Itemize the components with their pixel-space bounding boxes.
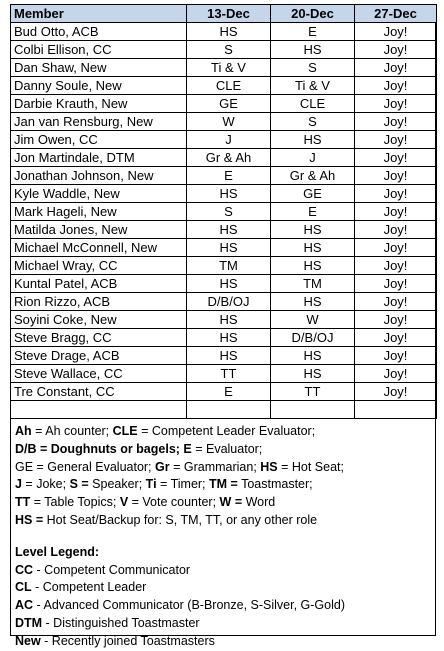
legend-key: Gr xyxy=(155,459,170,474)
legend-key: W = xyxy=(219,495,243,510)
member-cell: Jonathan Johnson, New xyxy=(11,167,187,185)
table-row xyxy=(11,275,437,293)
role-cell: HS xyxy=(187,329,271,347)
roster-body xyxy=(11,23,437,419)
legend-text: = Table Topics; xyxy=(30,495,120,510)
table-row xyxy=(11,347,437,365)
table-row xyxy=(11,365,437,383)
table-row xyxy=(11,185,437,203)
role-legend-line xyxy=(15,476,431,494)
role-cell: Joy! xyxy=(355,167,437,185)
table-row xyxy=(11,131,437,149)
role-cell: Joy! xyxy=(355,149,437,167)
legend-key: TM = xyxy=(209,477,238,492)
legend-key: HS = xyxy=(15,512,44,527)
role-cell: W xyxy=(187,113,271,131)
role-cell: Joy! xyxy=(355,221,437,239)
role-cell: Joy! xyxy=(355,113,437,131)
table-row xyxy=(11,383,437,401)
level-legend-line xyxy=(15,562,431,580)
role-cell: HS xyxy=(271,41,355,59)
level-legend xyxy=(15,562,431,651)
member-cell xyxy=(11,401,187,419)
role-cell: Ti & V xyxy=(271,77,355,95)
role-cell: Joy! xyxy=(355,41,437,59)
member-cell: Steve Bragg, CC xyxy=(11,329,187,347)
member-cell: Darbie Krauth, New xyxy=(11,95,187,113)
table-row xyxy=(11,221,437,239)
member-cell: Jon Martindale, DTM xyxy=(11,149,187,167)
role-cell: Joy! xyxy=(355,77,437,95)
legend-key: V xyxy=(119,495,129,510)
role-cell: J xyxy=(187,131,271,149)
table-row xyxy=(11,239,437,257)
legend-text: Speaker; xyxy=(88,477,146,492)
role-cell: Gr & Ah xyxy=(271,167,355,185)
member-cell: Mark Hageli, New xyxy=(11,203,187,221)
member-cell: Colbi Ellison, CC xyxy=(11,41,187,59)
legend-text: = Competent Leader Evaluator; xyxy=(137,424,316,438)
legend-key: New xyxy=(15,633,41,648)
role-cell: HS xyxy=(271,293,355,311)
legend-text: = Evaluator; xyxy=(191,441,263,456)
legend-text: - Distinguished Toastmaster xyxy=(42,615,200,630)
role-cell: TT xyxy=(187,365,271,383)
level-legend-title: Level Legend: xyxy=(15,544,100,559)
table-row xyxy=(11,311,437,329)
legend-key: HS xyxy=(260,459,278,474)
role-cell: HS xyxy=(271,347,355,365)
role-cell: Joy! xyxy=(355,347,437,365)
table-row xyxy=(11,329,437,347)
level-legend-line xyxy=(15,615,431,633)
role-cell: D/B/OJ xyxy=(271,329,355,347)
member-cell: Kuntal Patel, ACB xyxy=(11,275,187,293)
legend-text: = Ah counter; xyxy=(31,424,113,438)
level-legend-line xyxy=(15,579,431,597)
role-legend-line xyxy=(15,494,431,512)
role-cell: TM xyxy=(271,275,355,293)
level-legend-line xyxy=(15,633,431,651)
role-cell: Joy! xyxy=(355,365,437,383)
legend-text: Toastmaster; xyxy=(237,477,313,492)
legend-key: DTM xyxy=(15,615,43,630)
member-cell: Michael McConnell, New xyxy=(11,239,187,257)
table-row xyxy=(11,203,437,221)
role-cell: Joy! xyxy=(355,131,437,149)
role-cell: Joy! xyxy=(355,203,437,221)
legend-text: - Competent Leader xyxy=(31,580,147,595)
header-date-1: 13-Dec xyxy=(187,5,271,23)
table-row xyxy=(11,401,437,419)
role-cell: Joy! xyxy=(355,95,437,113)
level-legend-line xyxy=(15,597,431,615)
table-row xyxy=(11,149,437,167)
role-cell xyxy=(187,401,271,419)
header-date-2: 20-Dec xyxy=(271,5,355,23)
role-legend-line xyxy=(15,441,431,459)
roles-legend xyxy=(15,423,431,530)
role-legend-line xyxy=(15,512,431,530)
role-cell: HS xyxy=(271,131,355,149)
role-cell: HS xyxy=(271,221,355,239)
role-legend-line xyxy=(15,459,431,477)
role-cell: S xyxy=(271,59,355,77)
member-cell: Danny Soule, New xyxy=(11,77,187,95)
legend-text: GE = General Evaluator; xyxy=(15,459,156,474)
legend-text: Word xyxy=(242,495,276,510)
role-cell: HS xyxy=(271,257,355,275)
table-row xyxy=(11,41,437,59)
legend-text: - Advanced Communicator (B-Bronze, S-Silver, G-Gold) xyxy=(33,598,345,613)
member-cell: Tre Constant, CC xyxy=(11,383,187,401)
member-cell: Bud Otto, ACB xyxy=(11,23,187,41)
role-cell: HS xyxy=(187,311,271,329)
table-row xyxy=(11,77,437,95)
role-cell: S xyxy=(271,113,355,131)
role-cell: CLE xyxy=(271,95,355,113)
legend-key: CC xyxy=(15,562,34,577)
role-cell: HS xyxy=(187,239,271,257)
member-cell: Jim Owen, CC xyxy=(11,131,187,149)
member-cell: Dan Shaw, New xyxy=(11,59,187,77)
legend-key: CLE xyxy=(112,424,138,438)
legend-key: TT xyxy=(15,495,31,510)
table-row xyxy=(11,95,437,113)
role-cell: GE xyxy=(187,95,271,113)
member-cell: Jan van Rensburg, New xyxy=(11,113,187,131)
table-row xyxy=(11,113,437,131)
schedule-sheet xyxy=(10,4,436,648)
member-cell: Steve Wallace, CC xyxy=(11,365,187,383)
role-cell: S xyxy=(187,203,271,221)
legend-key: D/B = Doughnuts or bagels; E xyxy=(15,441,192,456)
member-cell: Matilda Jones, New xyxy=(11,221,187,239)
legend-key: Ti xyxy=(145,477,157,492)
role-cell: TT xyxy=(271,383,355,401)
role-cell: Joy! xyxy=(355,275,437,293)
legend-key: AC xyxy=(15,598,34,613)
role-cell: GE xyxy=(271,185,355,203)
member-cell: Soyini Coke, New xyxy=(11,311,187,329)
member-cell: Rion Rizzo, ACB xyxy=(11,293,187,311)
role-cell: Joy! xyxy=(355,239,437,257)
role-cell: HS xyxy=(187,347,271,365)
role-cell: Joy! xyxy=(355,329,437,347)
legend-text: Hot Seat/Backup for: S, TM, TT, or any other role xyxy=(43,512,318,527)
legend-spacer xyxy=(15,530,431,544)
legend-text: = Hot Seat; xyxy=(277,459,344,474)
header-date-3: 27-Dec xyxy=(355,5,437,23)
role-cell: E xyxy=(271,203,355,221)
member-cell: Michael Wray, CC xyxy=(11,257,187,275)
role-cell: W xyxy=(271,311,355,329)
member-cell: Kyle Waddle, New xyxy=(11,185,187,203)
role-cell: TM xyxy=(187,257,271,275)
table-row xyxy=(11,257,437,275)
role-cell xyxy=(355,401,437,419)
role-cell: E xyxy=(187,383,271,401)
legend-key: CL xyxy=(15,580,32,595)
role-cell: S xyxy=(187,41,271,59)
header-member: Member xyxy=(11,5,187,23)
legend-text: = Grammarian; xyxy=(169,459,261,474)
role-cell: E xyxy=(271,23,355,41)
legend-text: - Competent Communicator xyxy=(33,562,191,577)
role-legend-line xyxy=(15,423,431,441)
legend-key: J xyxy=(15,477,22,492)
role-cell: D/B/OJ xyxy=(187,293,271,311)
role-cell: Joy! xyxy=(355,23,437,41)
table-row xyxy=(11,23,437,41)
member-cell: Steve Drage, ACB xyxy=(11,347,187,365)
role-cell: Joy! xyxy=(355,257,437,275)
role-cell: HS xyxy=(271,365,355,383)
legend-key: S = xyxy=(69,477,89,492)
legend-key: Ah xyxy=(15,424,32,438)
role-cell: Joy! xyxy=(355,293,437,311)
role-cell: HS xyxy=(187,221,271,239)
role-cell: Gr & Ah xyxy=(187,149,271,167)
role-cell: Joy! xyxy=(355,59,437,77)
role-cell: Joy! xyxy=(355,185,437,203)
role-cell: CLE xyxy=(187,77,271,95)
role-cell: HS xyxy=(187,275,271,293)
role-cell: HS xyxy=(271,239,355,257)
role-cell xyxy=(271,401,355,419)
role-cell: E xyxy=(187,167,271,185)
role-cell: Joy! xyxy=(355,311,437,329)
role-cell: J xyxy=(271,149,355,167)
legend-text: - Recently joined Toastmasters xyxy=(40,633,215,648)
legend-text: = Joke; xyxy=(21,477,70,492)
table-row xyxy=(11,293,437,311)
role-cell: Ti & V xyxy=(187,59,271,77)
legend-text: = Timer; xyxy=(156,477,210,492)
header-row xyxy=(11,5,437,23)
roster-table xyxy=(10,4,437,419)
table-row xyxy=(11,167,437,185)
legend xyxy=(15,423,431,651)
role-cell: HS xyxy=(187,185,271,203)
role-cell: HS xyxy=(187,23,271,41)
table-row xyxy=(11,59,437,77)
role-cell: Joy! xyxy=(355,383,437,401)
legend-text: = Vote counter; xyxy=(128,495,220,510)
